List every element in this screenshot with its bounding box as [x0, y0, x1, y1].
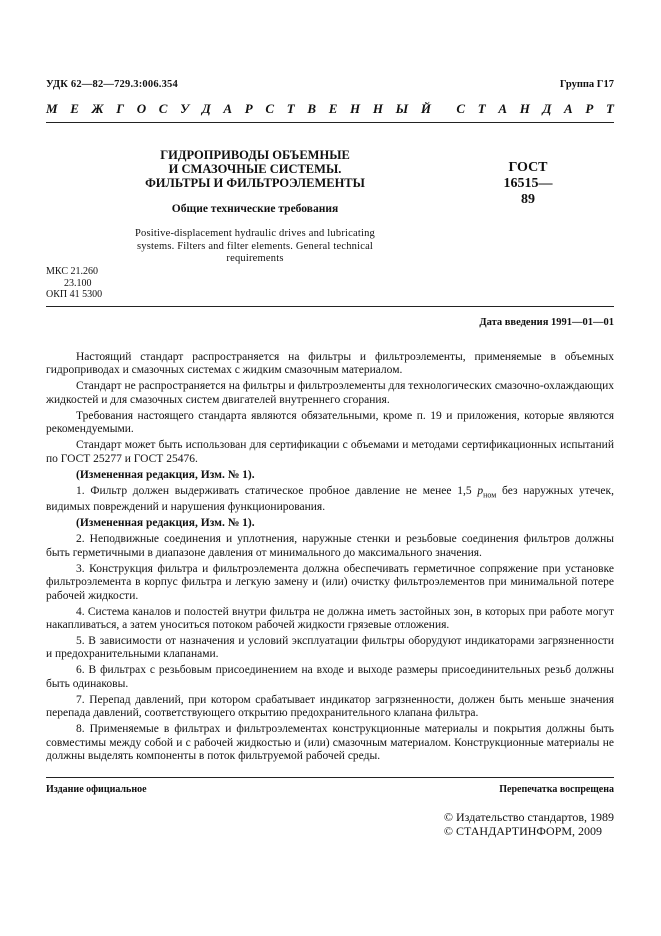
english-title-line: Positive-displacement hydraulic drives and lubricating	[135, 228, 375, 239]
heading-letter: Т	[606, 101, 614, 116]
heading-letter: Н	[519, 101, 530, 116]
paragraph: Требования настоящего стандарта являются обязательными, кроме п. 19 и приложения, которые являются рекомендуемыми.	[46, 409, 614, 436]
heading-letter: Д	[201, 101, 211, 116]
copyright-line: © СТАНДАРТИНФОРМ, 2009	[443, 824, 603, 838]
header-rule	[46, 122, 614, 123]
heading-letter: Т	[286, 101, 295, 116]
heading-letter: Е	[70, 101, 79, 116]
paragraph-text: 1. Фильтр должен выдерживать статическое пробное давление не менее 1,5	[76, 484, 478, 497]
amendment-note: (Измененная редакция, Изм. № 1).	[76, 517, 255, 530]
heading-letter: Ж	[91, 101, 104, 116]
heading-letter: Й	[420, 101, 432, 116]
document-body	[46, 351, 614, 766]
document-title	[130, 148, 380, 190]
paragraph: Настоящий стандарт распространяется на фильтры и фильтроэлементы, применяемые в объемных гидроприводах и смазочных системах с жидким смазочным материалом.	[46, 351, 614, 377]
reprint-notice: Перепечатка воспрещена	[499, 784, 614, 795]
paragraph: 2. Неподвижные соединения и уплотнения, наружные стенки и резьбовые соединения фильтров должны быть герметичными в диапазоне давления от минимального до максимального значения.	[46, 533, 614, 559]
mks-code: МКС 21.260	[46, 266, 98, 277]
english-title-line: systems. Filters and filter elements. General technical	[136, 240, 374, 252]
heading-letter: Ы	[395, 101, 409, 116]
codes-rule	[46, 306, 614, 307]
heading-letter: Е	[328, 101, 338, 116]
heading-letter: А	[498, 101, 508, 116]
standard-type-heading	[46, 101, 614, 117]
heading-letter: Г	[116, 101, 125, 116]
paragraph: Стандарт не распространяется на фильтры и фильтроэлементы для технологических смазочно-охлаждающих жидкостей и для смазочных систем двигателей внутреннего сгорания.	[46, 380, 614, 406]
document-subtitle: Общие технические требования	[171, 203, 339, 215]
title-line: ФИЛЬТРЫ И ФИЛЬТРОЭЛЕМЕНТЫ	[145, 176, 365, 190]
official-edition-label: Издание официальное	[46, 784, 147, 795]
heading-letter: Н	[372, 101, 383, 116]
okp-code: ОКП 41 5300	[46, 289, 103, 300]
heading-letter: М	[46, 101, 58, 116]
heading-letter: У	[180, 101, 190, 116]
paragraph: 6. В фильтрах с резьбовым присоединением на входе и выходе размеры присоединительных резьб должны быть одинаковы.	[46, 664, 614, 690]
paragraph: Стандарт может быть использован для сертификации с объемами и методами сертификационных испытаний по ГОСТ 25277 и ГОСТ 25476.	[46, 439, 614, 465]
gost-label: ГОСТ	[508, 160, 548, 175]
copyright-block	[444, 810, 614, 838]
group-code: Группа Г17	[559, 79, 614, 90]
mks-code: 23.100	[64, 277, 92, 289]
heading-letter: Р	[585, 101, 594, 116]
paragraph	[46, 485, 614, 515]
footer-rule	[46, 777, 614, 778]
title-line: ГИДРОПРИВОДЫ ОБЪЕМНЫЕ	[160, 148, 350, 162]
gost-number: 16515—89	[503, 176, 553, 207]
heading-letter: В	[307, 101, 317, 116]
english-title	[120, 228, 390, 266]
heading-letter: А	[564, 101, 573, 116]
heading-letter: Т	[477, 101, 486, 116]
title-line: И СМАЗОЧНЫЕ СИСТЕМЫ.	[168, 162, 342, 176]
introduction-date: Дата введения 1991—01—01	[479, 317, 614, 328]
paragraph: 4. Система каналов и полостей внутри фильтра не должна иметь застойных зон, в которых при работе могут накапливаться, а затем уноситься потоком рабочей жидкости грязевые отложения.	[46, 605, 614, 631]
paragraph: 3. Конструкция фильтра и фильтроэлемента должна обеспечивать герметичное сопряжение при установке фильтроэлемента в корпус фильтра и легкую замену и (или) очистку фильтроэлементов при минимальной потере рабочей жидкости.	[46, 562, 614, 602]
classification-codes	[46, 266, 102, 301]
paragraph: 7. Перепад давлений, при котором срабатывает индикатор загрязненности, должен быть меньше значения перепада давлений, соответствующего открытию предохранительного клапана фильтра.	[46, 693, 614, 720]
heading-letter: А	[223, 101, 233, 116]
amendment-note: (Измененная редакция, Изм. № 1).	[76, 468, 255, 481]
english-title-line: requirements	[226, 253, 284, 264]
pressure-symbol: p	[477, 484, 484, 497]
heading-letter: С	[265, 101, 275, 116]
paragraph: 5. В зависимости от назначения и условий эксплуатации фильтры оборудуют индикаторами загрязненности и предохранительными клапанами.	[46, 634, 614, 661]
paragraph: 8. Применяемые в фильтрах и фильтроэлементах конструкционные материалы и покрытия должны быть совместимы между собой и с рабочей жидкостью и (или) смазочным материалом. Конструкционные материалы не должны выделять компоненты в поток фильтруемой рабочей среды.	[46, 723, 614, 762]
udk-code: УДК 62—82—729.3:006.354	[46, 79, 178, 90]
heading-letter: Д	[542, 101, 552, 116]
heading-letter: Н	[350, 101, 361, 116]
paragraph-text: без наружных утечек, видимых повреждений и нарушения функционирования.	[46, 484, 614, 514]
heading-letter: О	[136, 101, 147, 116]
pressure-subscript: ном	[483, 489, 497, 499]
gost-designation	[498, 160, 558, 208]
heading-letter: С	[456, 101, 466, 116]
copyright-line: © Издательство стандартов, 1989	[443, 810, 614, 824]
heading-letter: Р	[244, 101, 253, 116]
heading-letter: С	[158, 101, 168, 116]
